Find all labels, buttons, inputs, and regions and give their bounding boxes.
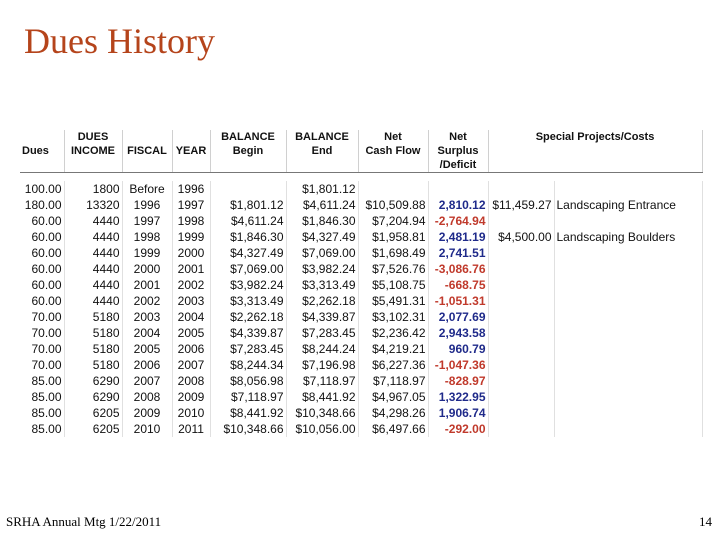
cash-flow-cell: $6,497.66 [358,421,428,437]
surplus-cell: 960.79 [428,341,488,357]
surplus-cell: -3,086.76 [428,261,488,277]
surplus-cell: -1,047.36 [428,357,488,373]
table-row [20,341,702,357]
fiscal-start-cell: 2009 [122,405,172,421]
special-desc-cell [554,309,702,325]
header-cell: BALANCE [286,130,358,144]
fiscal-end-cell: 2001 [172,261,210,277]
special-amount-cell [488,309,554,325]
income-cell: 4440 [64,213,122,229]
dues-cell: 85.00 [20,373,64,389]
fiscal-start-cell: 1997 [122,213,172,229]
dues-cell: 60.00 [20,213,64,229]
special-amount-cell [488,245,554,261]
header-cell: FISCAL [122,144,172,158]
surplus-cell: -828.97 [428,373,488,389]
header-cell: Cash Flow [358,144,428,158]
income-cell: 4440 [64,277,122,293]
fiscal-end-cell: 2003 [172,293,210,309]
header-cell [286,158,358,173]
special-amount-cell: $11,459.27 [488,197,554,213]
fiscal-end-cell: 2011 [172,421,210,437]
balance-end-cell: $10,056.00 [286,421,358,437]
balance-begin-cell: $1,801.12 [210,197,286,213]
dues-table [20,130,703,437]
cash-flow-cell: $7,526.76 [358,261,428,277]
table-row [20,261,702,277]
special-amount-cell: $4,500.00 [488,229,554,245]
fiscal-end-cell: 2007 [172,357,210,373]
surplus-cell: 2,481.19 [428,229,488,245]
spacer-row [20,173,702,182]
header-cell: BALANCE [210,130,286,144]
cash-flow-cell: $4,298.26 [358,405,428,421]
cash-flow-cell: $1,958.81 [358,229,428,245]
dues-cell: 60.00 [20,293,64,309]
special-desc-cell: Landscaping Boulders [554,229,702,245]
fiscal-start-cell: 2005 [122,341,172,357]
fiscal-start-cell: 2010 [122,421,172,437]
balance-begin-cell: $8,244.34 [210,357,286,373]
fiscal-start-cell: 2003 [122,309,172,325]
balance-end-cell: $1,846.30 [286,213,358,229]
surplus-cell: -668.75 [428,277,488,293]
fiscal-end-cell: 2006 [172,341,210,357]
balance-end-cell: $3,313.49 [286,277,358,293]
surplus-cell: 2,810.12 [428,197,488,213]
income-cell: 1800 [64,181,122,197]
balance-end-cell: $8,441.92 [286,389,358,405]
fiscal-end-cell: 2004 [172,309,210,325]
balance-begin-cell: $1,846.30 [210,229,286,245]
header-cell: Special Projects/Costs [488,130,702,144]
income-cell: 5180 [64,309,122,325]
special-desc-cell [554,325,702,341]
cash-flow-cell: $10,509.88 [358,197,428,213]
balance-end-cell: $1,801.12 [286,181,358,197]
dues-cell: 85.00 [20,389,64,405]
table-row [20,277,702,293]
cash-flow-cell: $2,236.42 [358,325,428,341]
cash-flow-cell: $1,698.49 [358,245,428,261]
fiscal-end-cell: 1997 [172,197,210,213]
special-desc-cell [554,261,702,277]
header-cell: INCOME [64,144,122,158]
header-cell [122,130,172,144]
header-cell: Net [428,130,488,144]
income-cell: 6205 [64,405,122,421]
fiscal-start-cell: 2000 [122,261,172,277]
balance-end-cell: $4,611.24 [286,197,358,213]
cash-flow-cell: $5,108.75 [358,277,428,293]
fiscal-start-cell: 2002 [122,293,172,309]
balance-end-cell: $7,069.00 [286,245,358,261]
special-desc-cell [554,181,702,197]
income-cell: 4440 [64,293,122,309]
fiscal-end-cell: 1999 [172,229,210,245]
header-cell: Net [358,130,428,144]
income-cell: 6290 [64,373,122,389]
dues-cell: 60.00 [20,261,64,277]
header-row-2 [20,144,702,158]
balance-begin-cell: $4,611.24 [210,213,286,229]
balance-begin-cell: $3,313.49 [210,293,286,309]
fiscal-start-cell: 1999 [122,245,172,261]
balance-begin-cell: $7,118.97 [210,389,286,405]
balance-begin-cell: $3,982.24 [210,277,286,293]
special-desc-cell [554,341,702,357]
table-row [20,293,702,309]
income-cell: 5180 [64,325,122,341]
special-amount-cell [488,341,554,357]
balance-end-cell: $4,327.49 [286,229,358,245]
balance-end-cell: $2,262.18 [286,293,358,309]
header-cell [64,158,122,173]
special-desc-cell [554,405,702,421]
special-amount-cell [488,357,554,373]
dues-cell: 70.00 [20,357,64,373]
fiscal-end-cell: 2009 [172,389,210,405]
table-row [20,373,702,389]
header-cell: Surplus [428,144,488,158]
special-desc-cell [554,245,702,261]
fiscal-start-cell: 1996 [122,197,172,213]
cash-flow-cell: $3,102.31 [358,309,428,325]
income-cell: 4440 [64,245,122,261]
header-cell [20,130,64,144]
fiscal-start-cell: Before [122,181,172,197]
balance-begin-cell: $4,339.87 [210,325,286,341]
header-cell [20,158,64,173]
balance-end-cell: $4,339.87 [286,309,358,325]
table-row [20,181,702,197]
income-cell: 4440 [64,261,122,277]
balance-begin-cell: $4,327.49 [210,245,286,261]
balance-end-cell: $7,196.98 [286,357,358,373]
header-cell [488,158,702,173]
fiscal-start-cell: 2006 [122,357,172,373]
special-amount-cell [488,261,554,277]
table-row [20,197,702,213]
cash-flow-cell: $5,491.31 [358,293,428,309]
special-amount-cell [488,277,554,293]
cash-flow-cell: $4,967.05 [358,389,428,405]
fiscal-start-cell: 2001 [122,277,172,293]
header-cell: End [286,144,358,158]
dues-cell: 70.00 [20,341,64,357]
income-cell: 4440 [64,229,122,245]
balance-end-cell: $10,348.66 [286,405,358,421]
surplus-cell: 1,322.95 [428,389,488,405]
table-row [20,309,702,325]
footer-text: SRHA Annual Mtg 1/22/2011 [6,514,162,529]
income-cell: 6205 [64,421,122,437]
balance-begin-cell [210,181,286,197]
header-cell: Dues [20,144,64,158]
slide-title: Dues History [24,21,215,61]
table-row [20,389,702,405]
balance-end-cell: $7,118.97 [286,373,358,389]
dues-cell: 85.00 [20,405,64,421]
special-amount-cell [488,389,554,405]
income-cell: 5180 [64,341,122,357]
dues-cell: 100.00 [20,181,64,197]
header-cell [122,158,172,173]
fiscal-end-cell: 2002 [172,277,210,293]
surplus-cell: 2,943.58 [428,325,488,341]
fiscal-start-cell: 1998 [122,229,172,245]
table-row [20,229,702,245]
header-cell: /Deficit [428,158,488,173]
cash-flow-cell: $4,219.21 [358,341,428,357]
special-desc-cell [554,293,702,309]
balance-begin-cell: $8,056.98 [210,373,286,389]
balance-begin-cell: $10,348.66 [210,421,286,437]
surplus-cell: -292.00 [428,421,488,437]
fiscal-end-cell: 2000 [172,245,210,261]
cash-flow-cell: $6,227.36 [358,357,428,373]
header-cell: YEAR [172,144,210,158]
table-row [20,213,702,229]
cash-flow-cell: $7,204.94 [358,213,428,229]
fiscal-end-cell: 2008 [172,373,210,389]
table-row [20,325,702,341]
fiscal-start-cell: 2004 [122,325,172,341]
balance-begin-cell: $7,069.00 [210,261,286,277]
table-row [20,245,702,261]
surplus-cell: 1,906.74 [428,405,488,421]
fiscal-end-cell: 1996 [172,181,210,197]
fiscal-end-cell: 2010 [172,405,210,421]
special-desc-cell [554,357,702,373]
header-cell [172,130,210,144]
cash-flow-cell [358,181,428,197]
surplus-cell: -1,051.31 [428,293,488,309]
special-amount-cell [488,181,554,197]
surplus-cell: -2,764.94 [428,213,488,229]
table-row [20,405,702,421]
header-cell [210,158,286,173]
special-desc-cell [554,389,702,405]
cash-flow-cell: $7,118.97 [358,373,428,389]
dues-cell: 60.00 [20,245,64,261]
header-cell [488,144,702,158]
surplus-cell [428,181,488,197]
surplus-cell: 2,077.69 [428,309,488,325]
fiscal-end-cell: 2005 [172,325,210,341]
header-cell: Begin [210,144,286,158]
dues-cell: 70.00 [20,309,64,325]
special-amount-cell [488,325,554,341]
balance-end-cell: $7,283.45 [286,325,358,341]
dues-cell: 60.00 [20,229,64,245]
income-cell: 13320 [64,197,122,213]
special-amount-cell [488,421,554,437]
balance-end-cell: $3,982.24 [286,261,358,277]
balance-begin-cell: $8,441.92 [210,405,286,421]
special-desc-cell [554,421,702,437]
special-amount-cell [488,213,554,229]
table-row [20,357,702,373]
fiscal-start-cell: 2007 [122,373,172,389]
special-amount-cell [488,405,554,421]
header-cell [172,158,210,173]
balance-begin-cell: $2,262.18 [210,309,286,325]
dues-cell: 60.00 [20,277,64,293]
balance-end-cell: $8,244.24 [286,341,358,357]
fiscal-end-cell: 1998 [172,213,210,229]
surplus-cell: 2,741.51 [428,245,488,261]
table-row [20,421,702,437]
special-desc-cell [554,213,702,229]
special-amount-cell [488,293,554,309]
dues-cell: 85.00 [20,421,64,437]
header-row-3 [20,158,702,173]
special-amount-cell [488,373,554,389]
header-cell [358,158,428,173]
header-cell: DUES [64,130,122,144]
balance-begin-cell: $7,283.45 [210,341,286,357]
dues-cell: 180.00 [20,197,64,213]
special-desc-cell [554,277,702,293]
income-cell: 5180 [64,357,122,373]
dues-cell: 70.00 [20,325,64,341]
special-desc-cell: Landscaping Entrance [554,197,702,213]
page-number: 14 [699,514,712,529]
special-desc-cell [554,373,702,389]
income-cell: 6290 [64,389,122,405]
header-row-1 [20,130,702,144]
fiscal-start-cell: 2008 [122,389,172,405]
dues-history-sheet [20,130,702,440]
